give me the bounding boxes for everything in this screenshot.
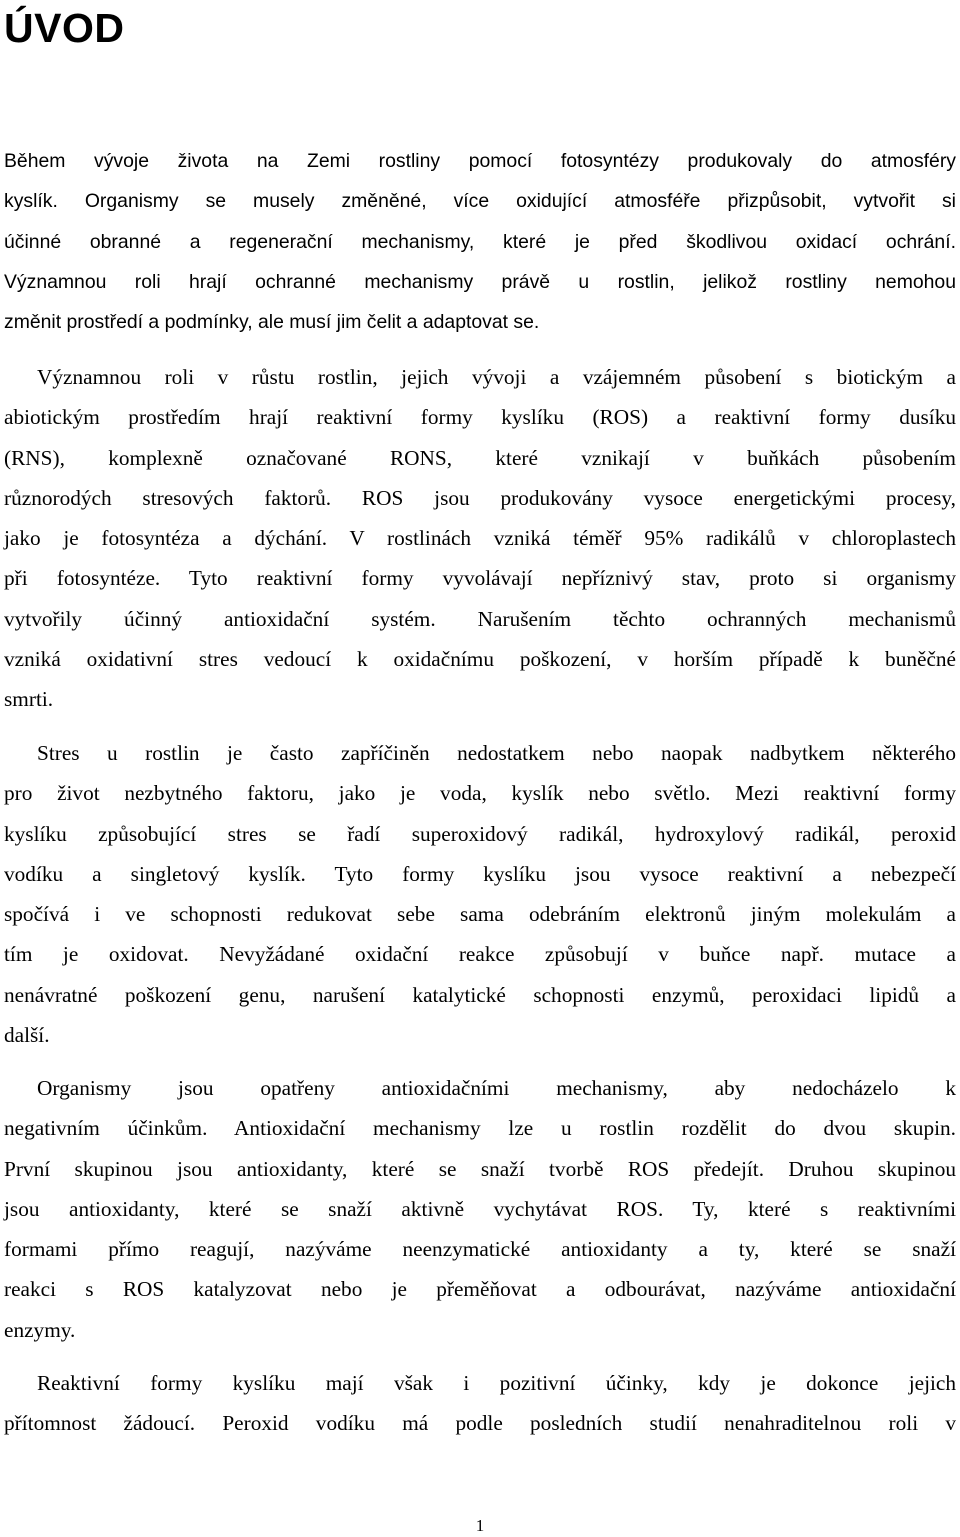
text-line: kyslík. Organismy se musely změněné, více oxidující atmosféře přizpůsobit, vytvořit si: [4, 190, 956, 213]
paragraph-antioxidants: [4, 1068, 956, 1350]
text-line: jako je fotosyntéza a dýchání. V rostlinách vzniká téměř 95% radikálů v chloroplastech: [4, 526, 956, 551]
paragraph-stress: [4, 733, 956, 1055]
text-line: abiotickým prostředím hrají reaktivní formy kyslíku (ROS) a reaktivní formy dusíku: [4, 405, 956, 430]
page-title: ÚVOD: [4, 5, 125, 51]
text-line: Organismy jsou opatřeny antioxidačními mechanismy, aby nedocházelo k: [37, 1076, 956, 1100]
text-line: smrti.: [4, 687, 54, 712]
text-line: účinné obranné a regenerační mechanismy, které je před škodlivou oxidací ochrání.: [4, 230, 956, 253]
paragraph-intro: [4, 141, 956, 342]
text-line: vytvořily účinný antioxidační systém. Narušením těchto ochranných mechanismů: [4, 606, 956, 631]
text-line: negativním účinkům. Antioxidační mechanismy lze u rostlin rozdělit do dvou skupin.: [4, 1116, 956, 1141]
text-line: reakci s ROS katalyzovat nebo je přeměňovat a odbourávat, nazýváme antioxidační: [4, 1277, 956, 1302]
text-line: Reaktivní formy kyslíku mají však i pozitivní účinky, kdy je dokonce jejich: [37, 1371, 956, 1395]
text-line: vzniká oxidativní stres vedoucí k oxidačnímu poškození, v horším případě k buněčné: [4, 647, 956, 672]
text-line: První skupinou jsou antioxidanty, které se snaží tvorbě ROS předejít. Druhou skupinou: [4, 1156, 956, 1181]
text-line: nenávratné poškození genu, narušení katalytické schopnosti enzymů, peroxidaci lipidů a: [4, 982, 956, 1007]
text-line: formami přímo reagují, nazýváme neenzymatické antioxidanty a ty, které se snaží: [4, 1237, 956, 1262]
paragraph-positive-effects: [4, 1363, 956, 1444]
text-line: při fotosyntéze. Tyto reaktivní formy vyvolávají nepříznivý stav, proto si organismy: [4, 566, 956, 591]
text-line: tím je oxidovat. Nevyžádané oxidační reakce způsobují v buňce např. mutace a: [4, 942, 956, 967]
text-line: různorodých stresových faktorů. ROS jsou produkovány vysoce energetickými procesy,: [4, 485, 956, 510]
text-line: kyslíku způsobující stres se řadí superoxidový radikál, hydroxylový radikál, peroxid: [4, 821, 956, 846]
text-line: pro život nezbytného faktoru, jako je voda, kyslík nebo světlo. Mezi reaktivní formy: [4, 781, 956, 806]
text-line: Významnou roli hrají ochranné mechanismy právě u rostlin, jelikož rostliny nemohou: [4, 270, 956, 293]
paragraph-ros-rns: [4, 357, 956, 720]
text-line: spočívá i ve schopnosti redukovat sebe sama odebráním elektronů jiným molekulám a: [4, 902, 956, 927]
text-line: (RNS), komplexně označované RONS, které vznikají v buňkách působením: [4, 445, 956, 470]
text-line: jsou antioxidanty, které se snaží aktivně vychytávat ROS. Ty, které s reaktivními: [4, 1196, 956, 1221]
text-line: další.: [4, 1023, 50, 1048]
page-number: 1: [475, 1516, 485, 1535]
text-line: vodíku a singletový kyslík. Tyto formy kyslíku jsou vysoce reaktivní a nebezpečí: [4, 861, 956, 886]
text-line: enzymy.: [4, 1317, 76, 1342]
text-line: Významnou roli v růstu rostlin, jejich vývoji a vzájemném působení s biotickým a: [37, 365, 956, 389]
text-line: Stres u rostlin je často zapříčiněn nedostatkem nebo naopak nadbytkem některého: [37, 741, 956, 765]
text-line: přítomnost žádoucí. Peroxid vodíku má podle posledních studií nenahraditelnou roli v: [4, 1411, 956, 1436]
text-line: změnit prostředí a podmínky, ale musí jim čelit a adaptovat se.: [4, 311, 540, 334]
text-line: Během vývoje života na Zemi rostliny pomocí fotosyntézy produkovaly do atmosféry: [4, 150, 956, 172]
